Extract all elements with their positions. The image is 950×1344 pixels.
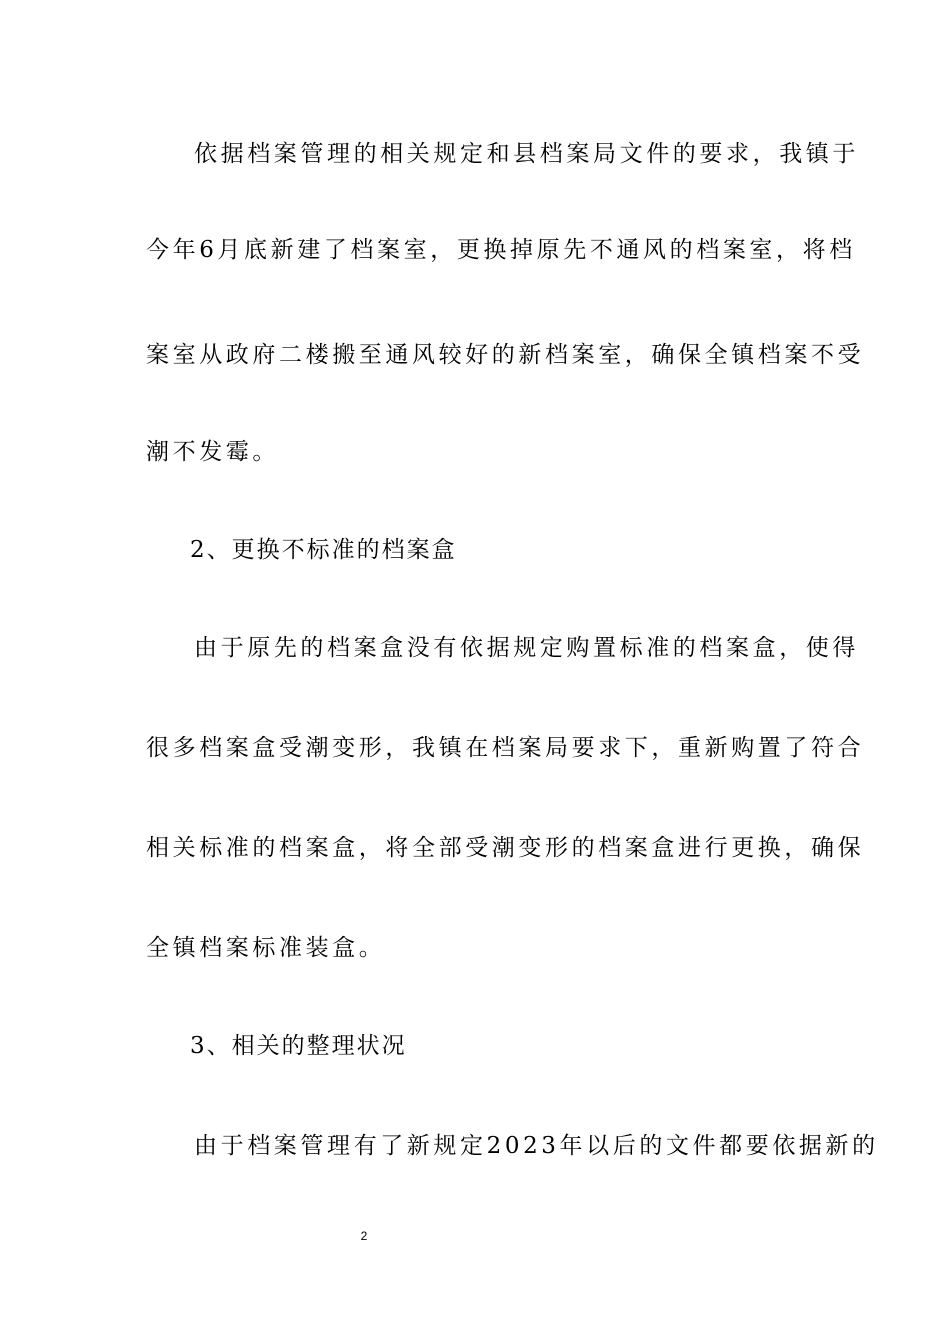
section-heading: 3、相关的整理状况 bbox=[190, 1033, 407, 1059]
page-number: 2 bbox=[360, 1229, 368, 1243]
paragraph-line: 由于档案管理有了新规定2023年以后的文件都要依据新的 bbox=[194, 1133, 879, 1159]
paragraph-line: 全镇档案标准装盒。 bbox=[146, 935, 386, 961]
paragraph-line: 潮不发霉。 bbox=[146, 439, 279, 465]
paragraph-line: 相关标准的档案盒，将全部受潮变形的档案盒进行更换，确保 bbox=[146, 835, 865, 861]
paragraph-line: 依据档案管理的相关规定和县档案局文件的要求，我镇于 bbox=[194, 141, 859, 167]
paragraph-line: 案室从政府二楼搬至通风较好的新档案室，确保全镇档案不受 bbox=[146, 342, 865, 368]
paragraph-line: 很多档案盒受潮变形，我镇在档案局要求下，重新购置了符合 bbox=[146, 735, 865, 761]
section-heading: 2、更换不标准的档案盒 bbox=[190, 537, 457, 563]
paragraph-line: 今年6月底新建了档案室，更换掉原先不通风的档案室，将档 bbox=[146, 237, 856, 263]
paragraph-line: 由于原先的档案盒没有依据规定购置标准的档案盒，使得 bbox=[194, 635, 859, 661]
